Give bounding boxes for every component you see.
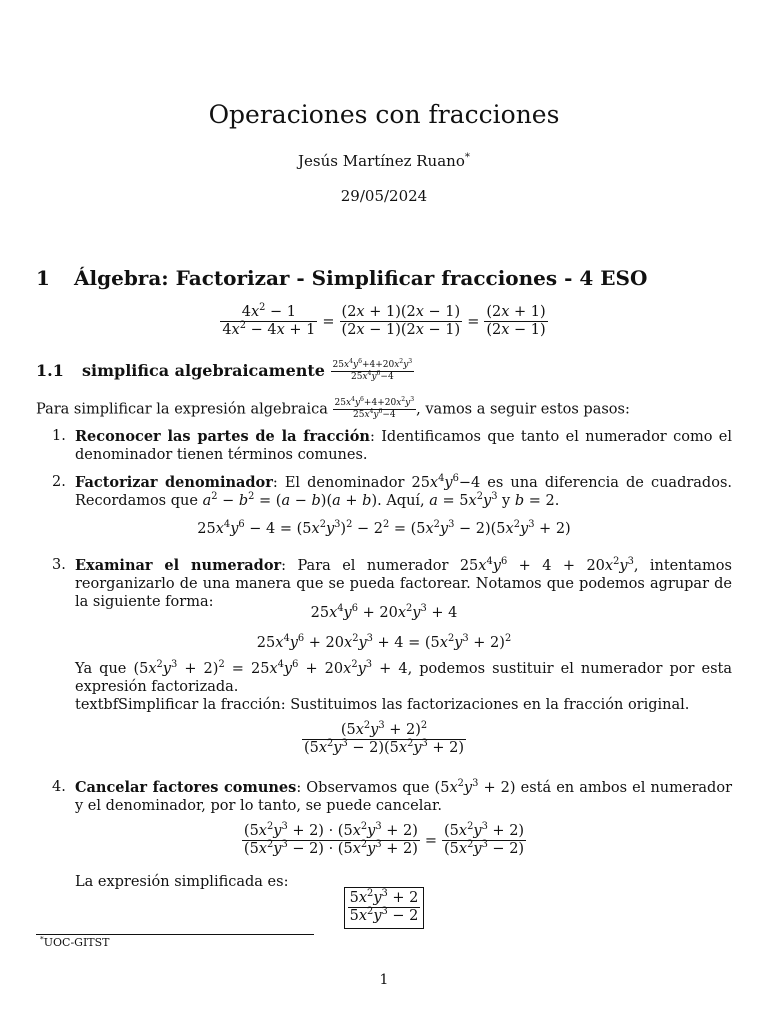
document-title: Operaciones con fracciones — [208, 100, 560, 129]
subsection-heading — [36, 360, 414, 383]
intro-text-after: , vamos a seguir estos pasos: — [416, 401, 630, 418]
result-label: La expresión simplificada es: — [75, 874, 289, 890]
document-date: 29/05/2024 — [340, 187, 428, 205]
equation-numerator-factored: $25x^4y^6 + 20x^2y^3 + 4 = (5x^2y^3 + 2)^2$ — [256, 633, 512, 651]
step-marker: 3. — [52, 557, 66, 573]
step-3-heading: Examinar el numerador — [75, 557, 282, 574]
step-4-heading: Cancelar factores comunes — [75, 779, 297, 796]
section-number: 1 — [36, 266, 50, 290]
equation-denominator: $25x^4y^6 - 4 = (5x^2y^3)^2 - 2^2 = (5x^2y^3 - 2)(5x^2y^3 + 2)$ — [197, 519, 571, 537]
step-3-simplify-text: textbfSimplificar la fracción: Sustituimos las factorizaciones en la fracción original. — [75, 697, 690, 713]
author-footnote-mark: * — [464, 152, 470, 163]
section-title: Álgebra: Factorizar - Simplificar fracciones - 4 ESO — [74, 266, 648, 290]
intro-text-before: Para simplificar la expresión algebraica — [36, 401, 333, 418]
equation-cancel: $\frac{(5x^2y^3 + 2) \cdot (5x^2y^3 + 2)}{(5x^2y^3 - 2) \cdot (5x^2y^3 + 2)}$ = $\frac{(5x^2y^3 + 2)}{(5x^2y^3 - 2)}$ — [243, 821, 525, 858]
step-3: Examinar el numerador: Para el numerador $25x^4y^6 + 4 + 20x^2y^3$, intentamos reorganizarlo de una manera que se pueda factorear. Notamos que podemos agrupar de la siguiente forma: — [75, 556, 732, 610]
subsection-fraction: $\frac{25x^4y^6+4+20x^2y^3}{25x^4y^6-4}$ — [332, 358, 413, 382]
step-1 — [75, 428, 732, 464]
step-marker: 2. — [52, 474, 66, 490]
step-3-explanation: Ya que $(5x^2y^3 + 2)^2 = 25x^4y^6 + 20x^2y^3 + 4$, podemos sustituir el numerador por esta expresión factorizada. — [75, 659, 733, 695]
step-4: Cancelar factores comunes: Observamos que $(5x^2y^3 + 2)$ está en ambos el numerador y el denominador, por lo tanto, se puede cancelar. — [75, 778, 732, 814]
subsection-title: simplifica algebraicamente — [82, 360, 325, 380]
page-number: 1 — [379, 972, 389, 988]
step-2-heading: Factorizar denominador — [75, 474, 273, 491]
subsection-number: 1.1 — [36, 360, 64, 380]
footnote-text: UOC-GITST — [43, 936, 110, 949]
intro-fraction: $\frac{25x^4y^6+4+20x^2y^3}{25x^4y^6-4}$ — [334, 396, 415, 420]
section-heading — [36, 266, 647, 290]
step-1-heading: Reconocer las partes de la fracción — [75, 428, 370, 445]
equation-substituted-fraction: $\frac{(5x^2y^3 + 2)^2}{(5x^2y^3 - 2)(5x^2y^3 + 2)}$ — [303, 720, 465, 757]
footnote — [40, 936, 110, 949]
step-marker: 4. — [52, 779, 66, 795]
step-1-text: : Identificamos que tanto el numerador como el denominador tienen términos comunes. — [75, 429, 733, 463]
equation-numerator-grouped: $25x^4y^6 + 20x^2y^3 + 4$ — [310, 603, 458, 621]
final-result-box: $\frac{5x^2y^3 + 2}{5x^2y^3 - 2}$ — [0, 887, 768, 929]
equation-example: $\frac{4x^2 - 1}{4x^2 - 4x + 1}$ = $\frac{(2x + 1)(2x - 1)}{(2x - 1)(2x - 1)}$ = $\frac{(2x + 1)}{(2x - 1)}$ — [222, 302, 546, 339]
footnote-rule — [36, 934, 314, 935]
intro-paragraph — [36, 398, 732, 421]
footnote-mark: * — [40, 934, 44, 944]
author-line — [0, 152, 768, 170]
step-2: Factorizar denominador: El denominador $25x^4y^6-4$ es una diferencia de cuadrados. Recordamos que $a^2 - b^2 = (a - b)(a + b)$. Aquí, $a = 5x^2y^3$ y b = 2. — [75, 473, 732, 509]
step-marker: 1. — [52, 428, 66, 444]
author-name: Jesús Martínez Ruano — [298, 152, 465, 170]
